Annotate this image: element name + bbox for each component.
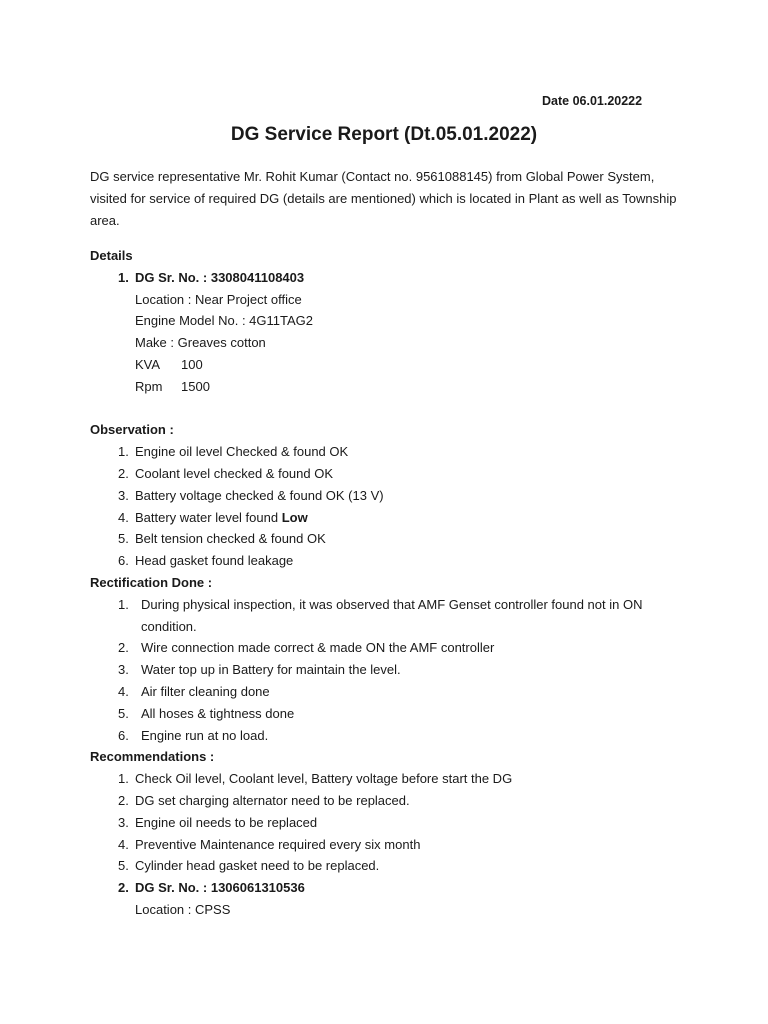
dg1-kva [90, 354, 690, 376]
dg1-serial [90, 267, 690, 289]
item-text: Air filter cleaning done [141, 683, 270, 699]
item-number: 6. [118, 553, 129, 569]
item-number: 6. [118, 727, 129, 743]
item-text: All hoses & tightness done [141, 705, 295, 721]
dg1-make: Make : Greaves cotton [135, 335, 266, 351]
list-item [90, 681, 690, 703]
rectification-list [90, 594, 690, 747]
kva-key: KVA [135, 356, 161, 372]
observation-list [90, 441, 690, 572]
dg1-serial-label: DG Sr. No. : 3308041108403 [135, 269, 305, 285]
dg1-number: 1. [118, 269, 129, 285]
list-item [90, 528, 690, 550]
list-item [90, 725, 690, 747]
item-text: DG set charging alternator need to be replaced. [135, 792, 410, 808]
dg2-number: 2. [118, 880, 129, 896]
item-text: Coolant level checked & found OK [135, 465, 334, 481]
dg2-serial [90, 877, 690, 899]
list-item [90, 485, 690, 507]
list-item [90, 790, 690, 812]
list-item [90, 507, 690, 529]
item-text: Battery voltage checked & found OK (13 V) [135, 487, 384, 503]
item-number: 1. [118, 596, 129, 612]
dg1-engine-model: Engine Model No. : 4G11TAG2 [135, 313, 314, 329]
observation-heading: Observation : [90, 422, 174, 438]
item-number: 2. [118, 465, 129, 481]
item-text: Check Oil level, Coolant level, Battery voltage before start the DG [135, 771, 513, 787]
list-item [90, 463, 690, 485]
item-number: 3. [118, 814, 129, 830]
list-item [90, 834, 690, 856]
list-item-continuation: condition. [141, 618, 197, 634]
item-number: 3. [118, 487, 129, 503]
item-text: Preventive Maintenance required every six month [135, 836, 421, 852]
report-body [90, 245, 690, 921]
item-text-bold: Low [281, 509, 308, 525]
item-text: Engine run at no load. [141, 727, 269, 743]
rectification-heading: Rectification Done : [90, 574, 213, 590]
list-item [90, 594, 690, 616]
item-text: Engine oil level Checked & found OK [135, 444, 349, 460]
rpm-value: 1500 [181, 378, 210, 394]
list-item [90, 703, 690, 725]
item-text: Head gasket found leakage [135, 553, 294, 569]
item-text: Wire connection made correct & made ON the AMF controller [141, 640, 495, 656]
dg1-location: Location : Near Project office [135, 291, 302, 307]
item-number: 2. [118, 640, 129, 656]
item-number: 3. [118, 662, 129, 678]
item-number: 4. [118, 509, 129, 525]
item-number: 4. [118, 836, 129, 852]
item-number: 2. [118, 792, 129, 808]
item-text [135, 507, 308, 529]
item-number: 5. [118, 531, 129, 547]
item-text: Water top up in Battery for maintain the level. [141, 662, 401, 678]
intro-paragraph: DG service representative Mr. Rohit Kumar (Contact no. 9561088145) from Global Power System, visited for service of required DG (details are mentioned) which is located in Plant as well as Township area. [90, 169, 677, 228]
report-date: Date 06.01.20222 [542, 94, 643, 108]
list-item [90, 441, 690, 463]
list-item [90, 768, 690, 790]
item-text: Cylinder head gasket need to be replaced. [135, 858, 380, 874]
list-item [90, 550, 690, 572]
list-item [90, 812, 690, 834]
item-number: 5. [118, 705, 129, 721]
spacer [90, 398, 690, 420]
item-number: 1. [118, 444, 129, 460]
recommendations-heading: Recommendations : [90, 749, 215, 765]
list-item [90, 659, 690, 681]
item-number: 5. [118, 858, 129, 874]
item-text: During physical inspection, it was observed that AMF Genset controller found not in ON [141, 596, 643, 612]
report-title: DG Service Report (Dt.05.01.2022) [230, 124, 538, 145]
item-number: 4. [118, 683, 129, 699]
item-text: Engine oil needs to be replaced [135, 814, 318, 830]
recommendations-list [90, 768, 690, 877]
details-heading: Details [90, 248, 133, 263]
dg1-rpm [90, 376, 690, 398]
item-text: Belt tension checked & found OK [135, 531, 326, 547]
item-number: 1. [118, 771, 129, 787]
kva-value: 100 [181, 356, 203, 372]
list-item [90, 855, 690, 877]
dg2-location: Location : CPSS [135, 901, 231, 917]
item-text-plain: Battery water level found [135, 509, 282, 525]
list-item [90, 637, 690, 659]
dg2-serial-label: DG Sr. No. : 1306061310536 [135, 880, 305, 896]
rpm-key: Rpm [135, 378, 163, 394]
